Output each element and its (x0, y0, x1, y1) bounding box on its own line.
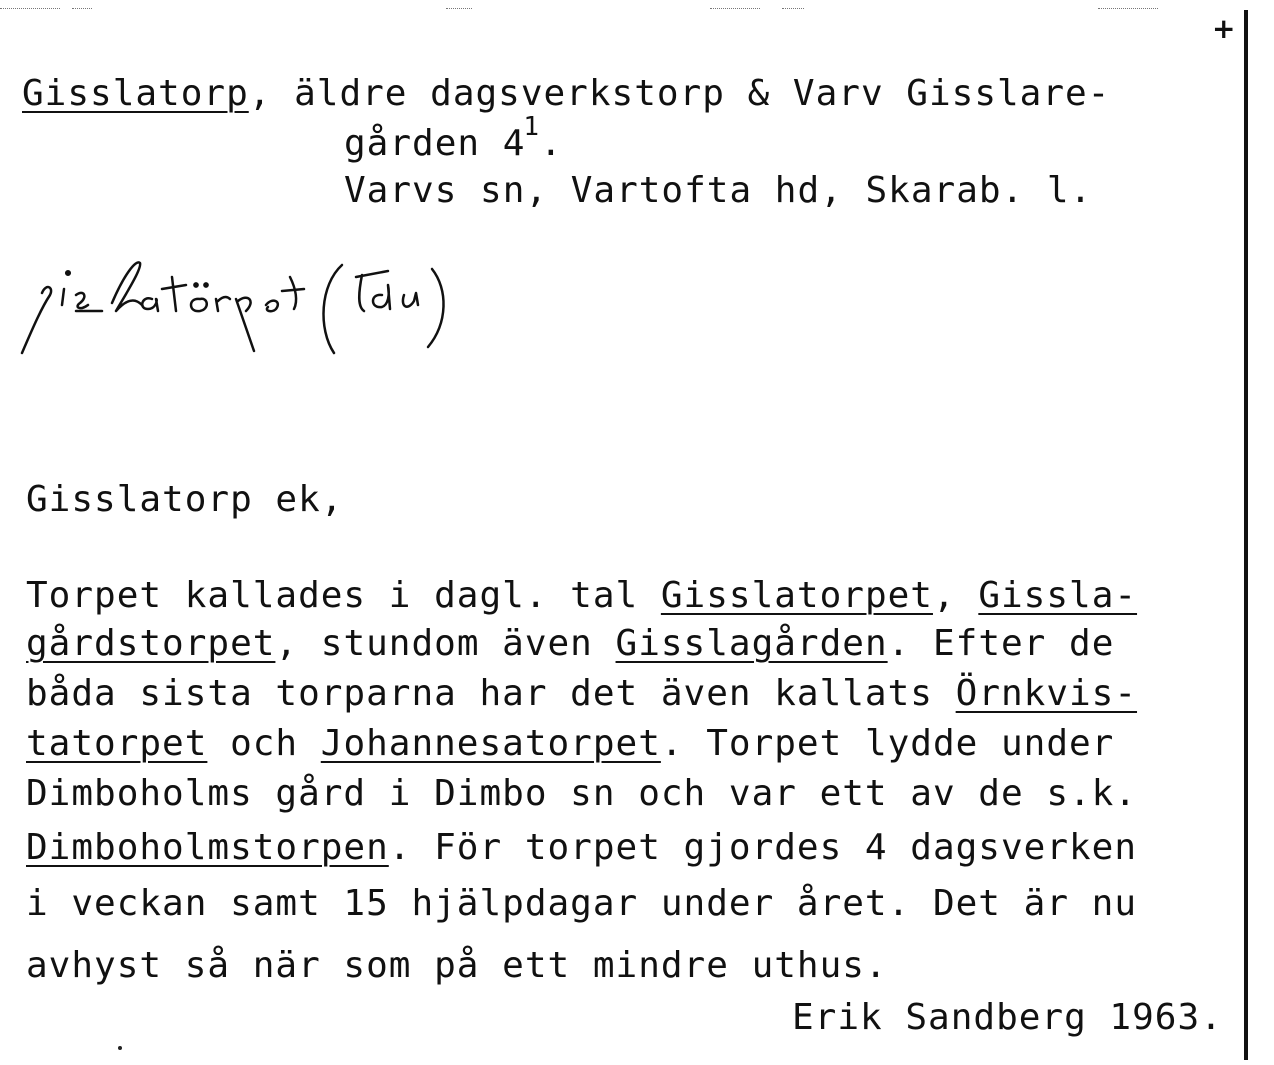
underlined-name: gårdstorpet (26, 623, 276, 664)
text-run: . För torpet gjordes 4 dagsverken (388, 827, 1138, 868)
text-run: Dimboholms gård i Dimbo sn och var ett av de s.k. (26, 773, 1138, 814)
entry-line-4 (26, 723, 1115, 764)
text-run: , (932, 575, 979, 616)
underlined-name: Gissla- (978, 575, 1138, 616)
place-name: Gisslatorp (22, 73, 249, 114)
farm-reference-sup: 1 (523, 112, 541, 142)
entry-line-5 (26, 773, 1138, 814)
handwritten-note (12, 255, 572, 365)
top-edge-mark (710, 8, 760, 10)
place-description: , äldre dagsverkstorp & Varv Gisslare- (248, 73, 1111, 114)
underlined-name: tatorpet (26, 723, 208, 764)
corner-plus-mark: + (1212, 12, 1236, 45)
header-line-3 (344, 170, 1093, 211)
underlined-name: Dimboholmstorpen (26, 827, 389, 868)
text-run: båda sista torparna har det även kallats (26, 673, 956, 714)
top-edge-mark (1098, 8, 1158, 10)
text-run: . Efter de (887, 623, 1115, 664)
entry-line-6 (26, 827, 1138, 868)
entry-line-3 (26, 673, 1138, 714)
entry-line-1 (26, 575, 1138, 616)
signature: Erik Sandberg 1963. (792, 997, 1223, 1038)
entry-heading: Gisslatorp ek, (26, 479, 344, 520)
header-line-2 (344, 112, 563, 164)
farm-reference-end: . (540, 123, 563, 164)
header-line-1 (22, 73, 1111, 114)
underlined-name: Örnkvis- (955, 673, 1138, 714)
stray-mark (118, 1046, 122, 1050)
entry-line-2 (26, 623, 1115, 664)
text-run: och (207, 723, 321, 764)
top-edge-mark (782, 8, 804, 10)
underlined-name: Gisslagården (615, 623, 888, 664)
text-run: Torpet kallades i dagl. tal (26, 575, 661, 616)
underlined-name: Johannesatorpet (320, 723, 661, 764)
top-edge-mark (0, 8, 60, 10)
text-run: . Torpet lydde under (660, 723, 1115, 764)
top-edge-mark (446, 8, 472, 10)
text-run: avhyst så när som på ett mindre uthus. (26, 945, 888, 986)
entry-line-8 (26, 945, 888, 986)
card-right-edge (1244, 10, 1248, 1060)
entry-line-7 (26, 883, 1138, 924)
parish-district: Varvs sn, Vartofta hd, Skarab. l. (344, 170, 1093, 211)
text-run: i veckan samt 15 hjälpdagar under året. Det är nu (26, 883, 1138, 924)
farm-reference: gården 4 (344, 123, 526, 164)
text-run: , stundom även (275, 623, 616, 664)
top-edge-mark (72, 8, 92, 10)
underlined-name: Gisslatorpet (660, 575, 933, 616)
